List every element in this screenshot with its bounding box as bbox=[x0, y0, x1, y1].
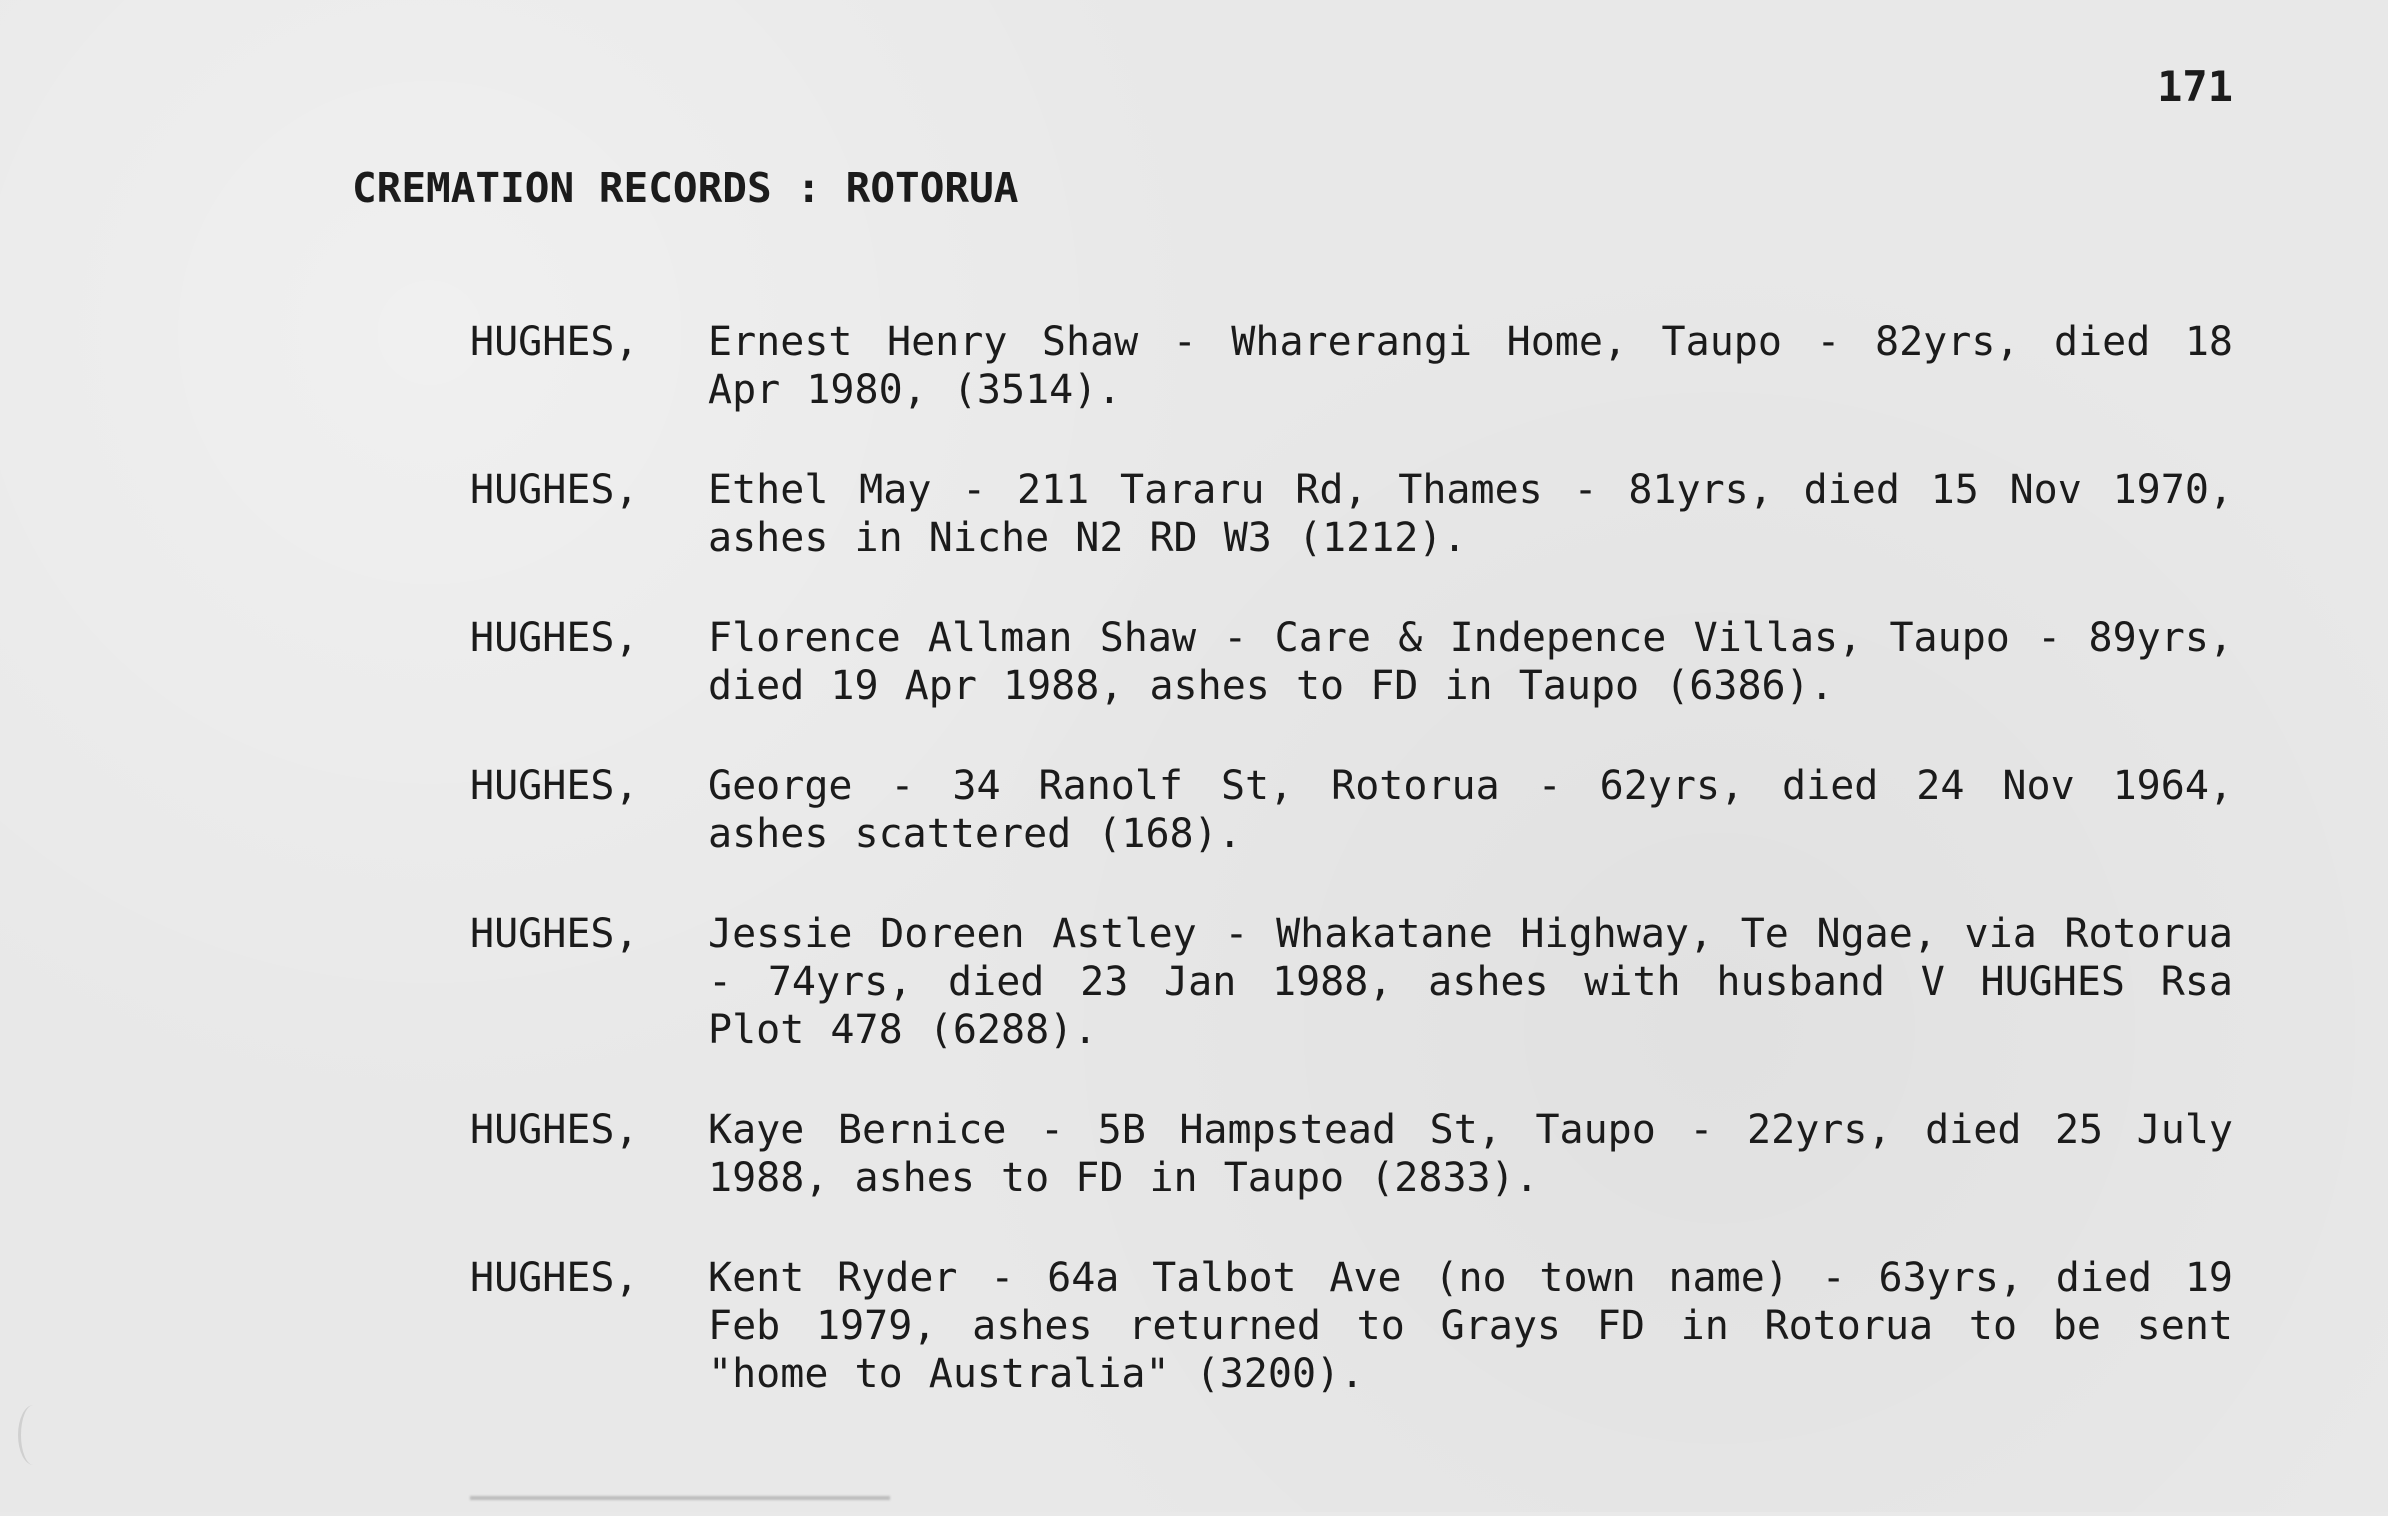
record-details: Jessie Doreen Astley - Whakatane Highway, Te Ngae, via Rotorua - 74yrs, died 23 Jan 1988, ashes with husband V HUGHES Rsa Plot 478 (6288). bbox=[708, 911, 2233, 1053]
record-entry bbox=[470, 614, 2233, 710]
scan-mark bbox=[18, 1405, 49, 1465]
page-number: 171 bbox=[2157, 62, 2233, 111]
record-entry bbox=[470, 762, 2233, 858]
record-details: Kent Ryder - 64a Talbot Ave (no town name) - 63yrs, died 19 Feb 1979, ashes returned to Grays FD in Rotorua to be sent "home to Australia" (3200). bbox=[708, 1255, 2233, 1397]
record-details: Kaye Bernice - 5B Hampstead St, Taupo - 22yrs, died 25 July 1988, ashes to FD in Taupo (2833). bbox=[708, 1107, 2233, 1201]
record-surname: HUGHES, bbox=[470, 319, 639, 365]
record-entry bbox=[470, 318, 2233, 414]
record-details: Ethel May - 211 Tararu Rd, Thames - 81yrs, died 15 Nov 1970, ashes in Niche N2 RD W3 (1212). bbox=[708, 467, 2233, 561]
record-surname: HUGHES, bbox=[470, 467, 639, 513]
record-details: George - 34 Ranolf St, Rotorua - 62yrs, died 24 Nov 1964, ashes scattered (168). bbox=[708, 763, 2233, 857]
cremation-record-list bbox=[470, 318, 2233, 1450]
partial-next-record bbox=[470, 1496, 890, 1516]
record-details: Ernest Henry Shaw - Wharerangi Home, Taupo - 82yrs, died 18 Apr 1980, (3514). bbox=[708, 319, 2233, 413]
record-details: Florence Allman Shaw - Care & Indepence Villas, Taupo - 89yrs, died 19 Apr 1988, ashes to FD in Taupo (6386). bbox=[708, 615, 2233, 709]
record-entry bbox=[470, 466, 2233, 562]
record-entry bbox=[470, 910, 2233, 1054]
record-surname: HUGHES, bbox=[470, 911, 639, 957]
record-surname: HUGHES, bbox=[470, 763, 639, 809]
record-entry bbox=[470, 1106, 2233, 1202]
page-title: CREMATION RECORDS : ROTORUA bbox=[352, 164, 1019, 212]
record-entry bbox=[470, 1254, 2233, 1398]
record-surname: HUGHES, bbox=[470, 1255, 639, 1301]
record-surname: HUGHES, bbox=[470, 615, 639, 661]
record-surname: HUGHES, bbox=[470, 1107, 639, 1153]
